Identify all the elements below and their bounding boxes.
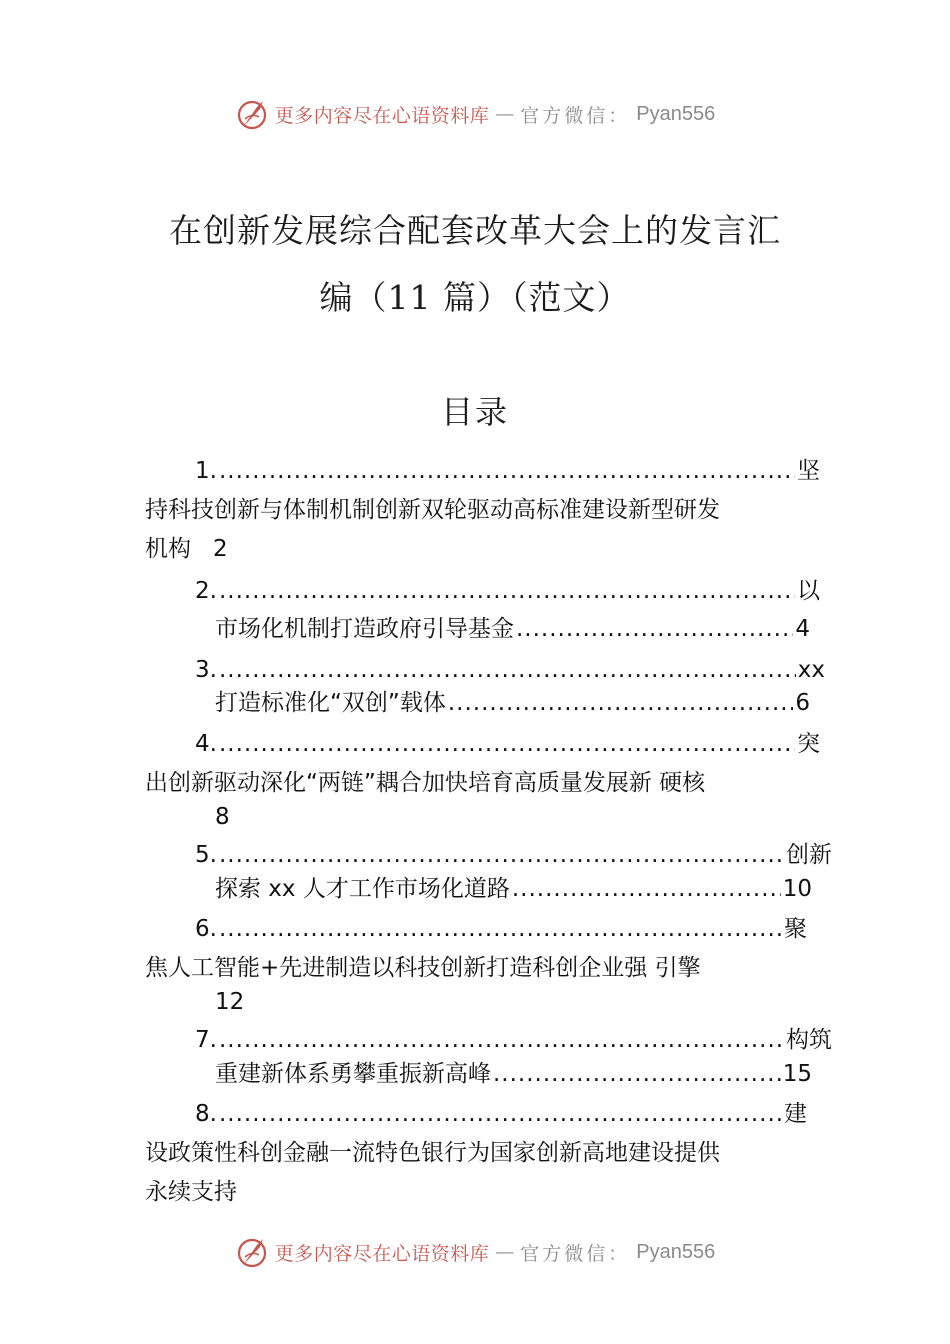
dot-leader (219, 575, 795, 607)
dot-leader (219, 1098, 782, 1130)
toc-entry-6-cont[interactable] (145, 952, 701, 984)
footer-watermark (0, 1232, 950, 1272)
toc-entry-6-line[interactable] (195, 913, 807, 945)
toc-entry-8-cont2[interactable] (145, 1176, 237, 1208)
toc-entry-1-line[interactable] (195, 455, 820, 487)
toc-entry-8-cont[interactable] (145, 1137, 720, 1169)
document-title-line2: 编（11 篇）（范文） (319, 278, 631, 317)
toc-entry-5-page: 10 (782, 876, 812, 902)
toc-entry-1-cont[interactable] (145, 494, 720, 526)
toc-entry-4-line[interactable] (195, 728, 820, 760)
watermark-id: Pyan556 (636, 102, 716, 125)
toc-entry-5-text: 探索 xx 人才工作市场化道路 (215, 876, 510, 902)
toc-entry-7-number: 7. (195, 1027, 217, 1053)
toc-entry-1-cont2[interactable] (145, 533, 228, 565)
toc-entry-6-page-line[interactable] (215, 986, 244, 1018)
watermark-brand: 更多内容尽在心语资料库 (274, 1242, 490, 1265)
watermark-label: 官方微信： (520, 104, 631, 127)
toc-entry-8-tail: 建 (784, 1101, 807, 1127)
toc-entry-2-text: 市场化机制打造政府引导基金 (215, 616, 514, 642)
toc-entry-5-tail: 创新 (786, 842, 832, 868)
toc-entry-2-cont[interactable] (215, 613, 810, 645)
toc-entry-7-page: 15 (782, 1061, 812, 1087)
toc-entry-4-text: 出创新驱动深化“两链”耦合加快培育高质量发展新 硬核 (145, 770, 706, 796)
toc-entry-6-page: 12 (215, 989, 245, 1015)
toc-entry-3-line[interactable] (195, 654, 825, 686)
header-watermark (0, 94, 950, 134)
watermark-label: 官方微信： (520, 1242, 631, 1265)
dot-leader (219, 455, 795, 487)
toc-entry-2-number: 2. (195, 578, 217, 604)
toc-entry-8-number: 8. (195, 1101, 217, 1127)
toc-heading: 目录 (440, 393, 509, 431)
toc-entry-3-text: 打造标准化“双创”载体 (215, 690, 446, 716)
toc-entry-7-text: 重建新体系勇攀重振新高峰 (215, 1061, 491, 1087)
toc-entry-6-tail: 聚 (784, 916, 807, 942)
toc-entry-2-page: 4 (795, 616, 810, 642)
toc-entry-4-page-line[interactable] (215, 801, 230, 833)
quill-logo-icon (235, 97, 269, 131)
toc-entry-7-tail: 构筑 (786, 1027, 832, 1053)
dot-leader (516, 613, 793, 645)
toc-entry-1-page: 2 (213, 536, 228, 562)
toc-entry-8-text: 设政策性科创金融一流特色银行为国家创新高地建设提供 (145, 1140, 720, 1166)
quill-logo-icon (235, 1235, 269, 1269)
dot-leader (219, 1024, 784, 1056)
toc-entry-1-tail: 坚 (797, 458, 820, 484)
toc-entry-8-line[interactable] (195, 1098, 807, 1130)
watermark-dash: — (495, 103, 515, 125)
toc-entry-6-text: 焦人工智能+先进制造以科技创新打造科创企业强 引擎 (145, 955, 701, 981)
toc-entry-4-cont[interactable] (145, 767, 705, 799)
toc-entry-1-text2: 机构 (145, 536, 191, 562)
watermark-brand: 更多内容尽在心语资料库 (274, 104, 490, 127)
toc-entry-1-number: 1. (195, 458, 217, 484)
toc-entry-7-line[interactable] (195, 1024, 832, 1056)
toc-entry-4-page: 8 (215, 804, 230, 830)
toc-entry-8-text2: 永续支持 (145, 1179, 237, 1205)
dot-leader (493, 1058, 781, 1090)
dot-leader (219, 913, 782, 945)
toc-entry-7-cont[interactable] (215, 1058, 812, 1090)
toc-entry-2-line[interactable] (195, 575, 820, 607)
toc-entry-4-number: 4. (195, 731, 217, 757)
toc-entry-3-page: 6 (795, 690, 810, 716)
dot-leader (448, 687, 794, 719)
toc-entry-5-line[interactable] (195, 839, 832, 871)
dot-leader (219, 728, 795, 760)
dot-leader (219, 654, 796, 686)
toc-entry-5-number: 5. (195, 842, 217, 868)
toc-entry-3-cont[interactable] (215, 687, 810, 719)
dot-leader (512, 873, 781, 905)
toc-entry-4-tail: 突 (797, 731, 820, 757)
watermark-id: Pyan556 (636, 1240, 716, 1263)
document-title-line1: 在创新发展综合配套改革大会上的发言汇 (169, 211, 781, 250)
dot-leader (219, 839, 784, 871)
watermark-dash: — (495, 1241, 515, 1263)
toc-entry-6-number: 6. (195, 916, 217, 942)
toc-entry-3-tail: xx (797, 657, 825, 683)
toc-entry-3-number: 3. (195, 657, 217, 683)
toc-entry-5-cont[interactable] (215, 873, 812, 905)
toc-entry-2-tail: 以 (797, 578, 820, 604)
toc-entry-1-text: 持科技创新与体制机制创新双轮驱动高标准建设新型研发 (145, 497, 720, 523)
